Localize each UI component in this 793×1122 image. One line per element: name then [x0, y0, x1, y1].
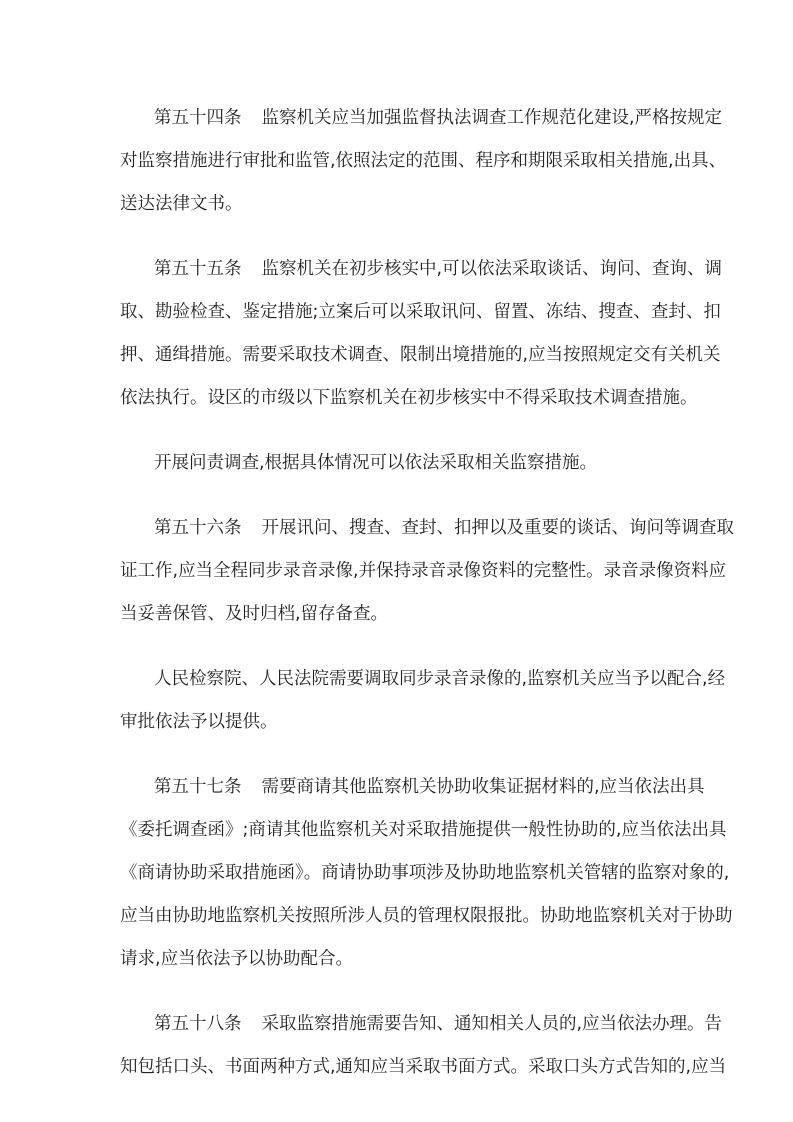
- paragraph-line: 对监察措施进行审批和监管,依照法定的范围、程序和期限采取相关措施,出具、: [120, 151, 727, 171]
- paragraph-line: 审批依法予以提供。: [120, 712, 278, 732]
- article-number: 第五十四条: [154, 108, 242, 128]
- paragraph-line: 开展问责调查,根据具体情况可以依法采取相关监察措施。: [154, 453, 598, 473]
- paragraph-line: 请求,应当依法予以协助配合。: [120, 949, 354, 969]
- article-number: 第五十七条: [154, 777, 242, 797]
- article-number: 第五十六条: [154, 518, 242, 538]
- paragraph-line: 送达法律文书。: [120, 194, 243, 214]
- paragraph-line: 应当由协助地监察机关按照所涉人员的管理权限报批。协助地监察机关对于协助: [120, 906, 733, 926]
- paragraph-line: [120, 103, 723, 146]
- line-text: 采取监察措施需要告知、通知相关人员的,应当依法办理。告: [261, 1014, 723, 1034]
- paragraph-line: 取、勘验检查、鉴定措施;立案后可以采取讯问、留置、冻结、搜查、查封、扣: [120, 302, 721, 322]
- article-number: 第五十八条: [154, 1014, 242, 1034]
- article-58-paragraph: [120, 1009, 727, 1095]
- document-page: [120, 103, 734, 1117]
- article-number: 第五十五条: [154, 259, 242, 279]
- paragraph-line: 知包括口头、书面两种方式,通知应当采取书面方式。采取口头方式告知的,应当: [120, 1057, 727, 1077]
- article-55-paragraph: [120, 254, 723, 426]
- procuratorate-paragraph: [120, 664, 726, 750]
- paragraph-line: [120, 254, 723, 297]
- paragraph-line: [120, 772, 705, 815]
- article-56-paragraph: [120, 513, 734, 642]
- line-text: 需要商请其他监察机关协助收集证据材料的,应当依法出具: [261, 777, 705, 797]
- paragraph-line: [120, 1009, 723, 1052]
- paragraph-line: 当妥善保管、及时归档,留存备查。: [120, 604, 389, 624]
- paragraph-line: 证工作,应当全程同步录音录像,并保持录音录像资料的完整性。录音录像资料应: [120, 561, 727, 581]
- paragraph-line: [120, 513, 734, 556]
- article-57-paragraph: [120, 772, 733, 987]
- article-54-paragraph: [120, 103, 727, 232]
- line-text: 监察机关应当加强监督执法调查工作规范化建设,严格按规定: [261, 108, 723, 128]
- line-text: 开展讯问、搜查、查封、扣押以及重要的谈话、询问等调查取: [261, 518, 734, 538]
- paragraph-line: 人民检察院、人民法院需要调取同步录音录像的,监察机关应当予以配合,经: [154, 669, 726, 689]
- paragraph-line: 押、通缉措施。需要采取技术调查、限制出境措施的,应当按照规定交有关机关: [120, 345, 721, 365]
- accountability-paragraph: [120, 448, 680, 491]
- paragraph-line: 《商请协助采取措施函》。商请协助事项涉及协助地监察机关管辖的监察对象的,: [120, 863, 730, 883]
- line-text: 监察机关在初步核实中,可以依法采取谈话、询问、查询、调: [261, 259, 723, 279]
- paragraph-line: 《委托调查函》;商请其他监察机关对采取措施提供一般性协助的,应当依法出具: [120, 820, 727, 840]
- paragraph-line: 依法执行。设区的市级以下监察机关在初步核实中不得采取技术调查措施。: [120, 388, 698, 408]
